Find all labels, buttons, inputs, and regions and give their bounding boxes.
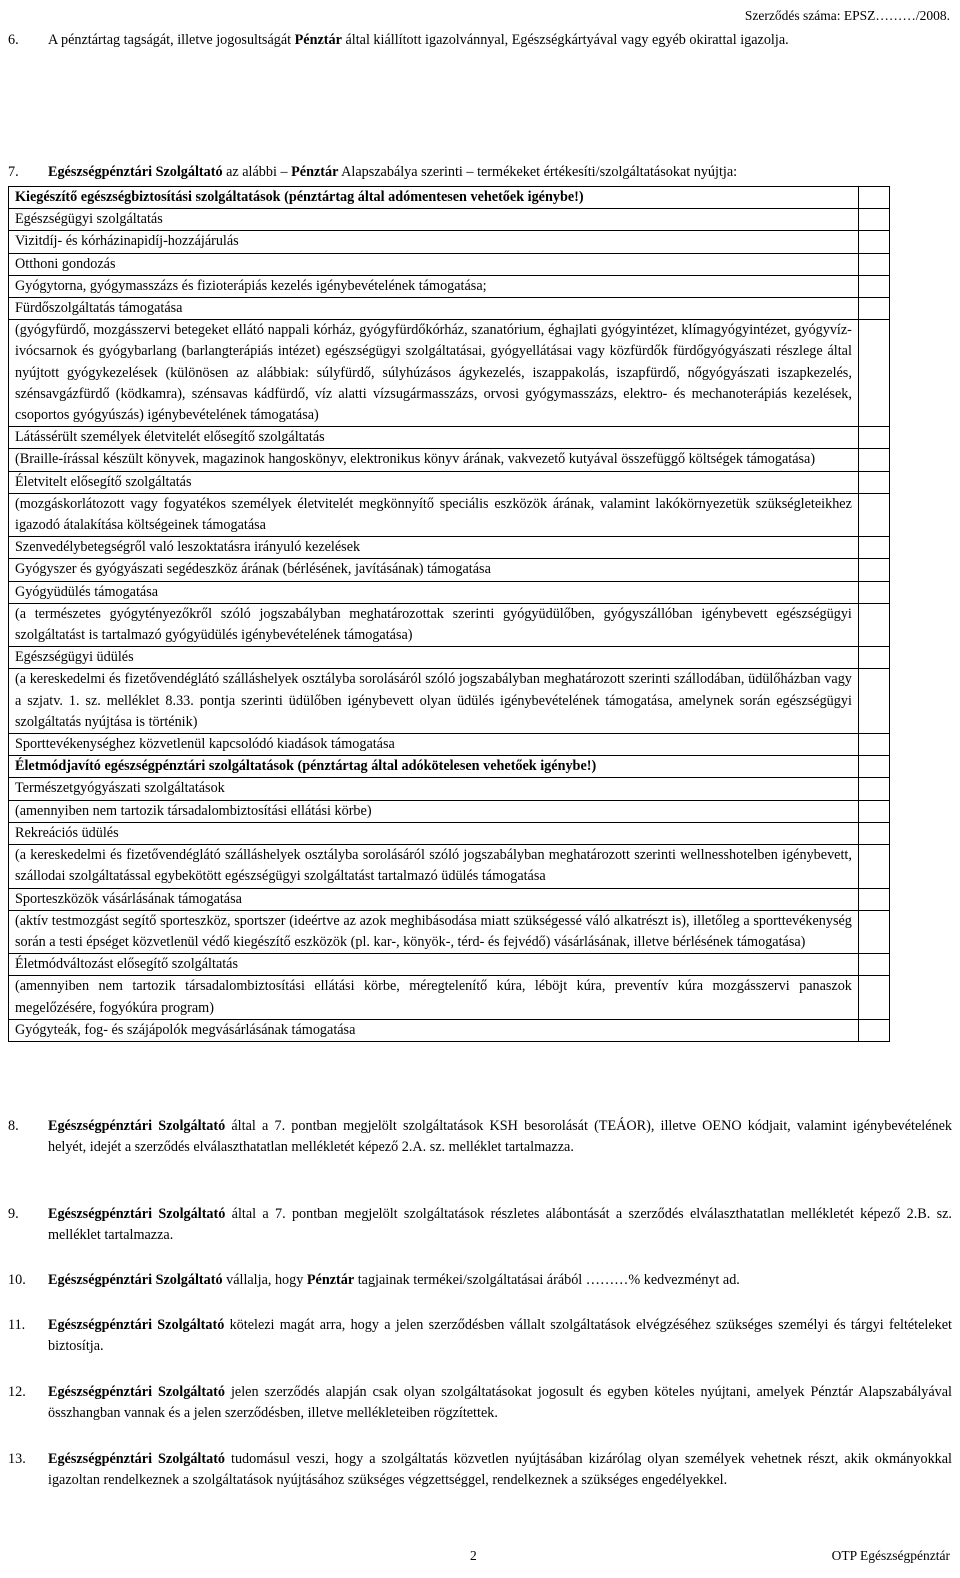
service-cell: Természetgyógyászati szolgáltatások [9,778,859,800]
service-cell: Fürdőszolgáltatás támogatása [9,298,859,320]
checkbox-cell [858,976,889,1019]
table-row [9,647,890,669]
service-cell: Gyógyteák, fog- és szájápolók megvásárlásának támogatása [9,1019,859,1041]
table-row [9,493,890,536]
checkbox-cell [858,734,889,756]
table-row [9,253,890,275]
table-row [9,1019,890,1041]
section-10 [8,1270,952,1291]
service-cell: Sporteszközök vásárlásának támogatása [9,888,859,910]
table-row [9,845,890,888]
checkbox-cell [858,778,889,800]
table-row [9,800,890,822]
checkbox-cell [858,822,889,844]
service-cell: Gyógyüdülés támogatása [9,581,859,603]
section-number: 10. [8,1272,26,1288]
checkbox-cell [858,581,889,603]
checkbox-cell [858,493,889,536]
section-text: Egészségpénztári Szolgáltató az alábbi – Pénztár Alapszabálya szerinti – termékeket értékesíti/szolgáltatásokat nyújtja: [48,164,738,180]
section-text: Egészségpénztári Szolgáltató jelen szerződés alapján csak olyan szolgáltatásokat jogosult és egyben köteles nyújtani, amelyek Pénztár Alapszabályával összhangban vannak és a jelen szerződésben, illetve mellékleteiben rögzítettek. [48,1384,952,1421]
section-number: 11. [8,1317,26,1333]
section-11 [8,1315,952,1357]
section-13 [8,1449,952,1491]
table-row [9,449,890,471]
table-row [9,471,890,493]
service-cell: Életvitelt elősegítő szolgáltatás [9,471,859,493]
table-row [9,209,890,231]
table-row [9,669,890,734]
checkbox-cell [858,603,889,646]
section-number: 13. [8,1451,26,1467]
checkbox-cell [858,910,889,953]
contract-number-header: Szerződés száma: EPSZ………/2008. [744,8,950,23]
table-row [9,910,890,953]
footer-brand: OTP Egészségpénztár [831,1548,950,1563]
service-cell: Életmódváltozást elősegítő szolgáltatás [9,954,859,976]
checkbox-cell [858,756,889,778]
checkbox-cell [858,320,889,427]
section-text: Egészségpénztári Szolgáltató kötelezi magát arra, hogy a jelen szerződésben vállalt szolgáltatások elvégzéséhez szükséges személyi és tárgyi feltételeket biztosítja. [48,1317,952,1354]
section-8 [8,1116,952,1158]
checkbox-cell [858,954,889,976]
service-cell: Életmódjavító egészségpénztári szolgáltatások (pénztártag által adókötelesen vehetőek igénybe!) [9,756,859,778]
table-row [9,427,890,449]
table-row [9,603,890,646]
service-cell: Vizitdíj- és kórházinapidíj-hozzájárulás [9,231,859,253]
services-table [8,186,890,1042]
table-row [9,187,890,209]
service-cell: Egészségügyi szolgáltatás [9,209,859,231]
service-cell: (a kereskedelmi és fizetővendéglátó szálláshelyek osztályba sorolásáról szóló jogszabályban meghatározott szerinti szállodában, üdülőházban vagy a szjatv. 1. sz. melléklet 8.33. pontja szerinti üdülőben igénybevett olyan üdülés igénybevételének támogatása, amelynek során egészségügyi szolgáltatás nyújtása is történik) [9,669,859,734]
table-row [9,976,890,1019]
table-row [9,954,890,976]
checkbox-cell [858,471,889,493]
table-row [9,888,890,910]
table-row [9,756,890,778]
service-cell: Sporttevékenységhez közvetlenül kapcsolódó kiadások támogatása [9,734,859,756]
table-row [9,537,890,559]
table-row [9,320,890,427]
table-row [9,559,890,581]
service-cell: Gyógytorna, gyógymasszázs és fizioterápiás kezelés igénybevételének támogatása; [9,275,859,297]
table-row [9,231,890,253]
service-cell: Egészségügyi üdülés [9,647,859,669]
section-number: 12. [8,1384,26,1400]
checkbox-cell [858,231,889,253]
service-cell: Gyógyszer és gyógyászati segédeszköz árának (bérlésének, javításának) támogatása [9,559,859,581]
section-number: 6. [8,32,19,48]
table-row [9,734,890,756]
service-cell: Otthoni gondozás [9,253,859,275]
section-9 [8,1204,952,1246]
table-row [9,778,890,800]
service-cell: (a kereskedelmi és fizetővendéglátó szálláshelyek osztályba sorolásáról szóló jogszabályban meghatározott szerinti wellnesshotelben igénybevett, szállodai szolgáltatással egybekötött egészségügyi szolgáltatást tartalmazó üdülés támogatása [9,845,859,888]
section-number: 8. [8,1118,19,1134]
checkbox-cell [858,888,889,910]
section-text: A pénztártag tagságát, illetve jogosultságát Pénztár által kiállított igazolvánnyal, Egészségkártyával vagy egyéb okirattal igazolja. [48,32,789,48]
table-row [9,275,890,297]
service-cell: Kiegészítő egészségbiztosítási szolgáltatások (pénztártag által adómentesen vehetőek igénybe!) [9,187,859,209]
page-number: 2 [470,1548,477,1563]
service-cell: (mozgáskorlátozott vagy fogyatékos személyek életvitelét megkönnyítő speciális eszközök árának, valamint lakókörnyezetük szükségleteikhez igazodó átalakítása költségeinek támogatása [9,493,859,536]
checkbox-cell [858,253,889,275]
checkbox-cell [858,209,889,231]
section-text: Egészségpénztári Szolgáltató vállalja, hogy Pénztár tagjainak termékei/szolgáltatásai árából ………% kedvezményt ad. [48,1272,740,1288]
section-6 [8,30,952,51]
checkbox-cell [858,559,889,581]
service-cell: (a természetes gyógytényezőkről szóló jogszabályban meghatározottak szerinti gyógyüdülőben, gyógyszállóban igénybevett egészségügyi szolgáltatást is tartalmazó gyógyüdülés igénybevételének támogatása) [9,603,859,646]
checkbox-cell [858,275,889,297]
checkbox-cell [858,187,889,209]
checkbox-cell [858,427,889,449]
service-cell: (gyógyfürdő, mozgásszervi betegeket ellátó nappali kórház, gyógyfürdőkórház, szanatórium, éghajlati gyógyintézet, klímagyógyintézet, gyógyvíz-ivócsarnok és gyógybarlang (barlangterápiás intézet) egészségügyi szolgáltatásai, gyógyellátásai vagy közfürdők fürdőgyógyászati részlege által nyújtott gyógykezelések (különösen az alábbiak: súlyfürdő, súlyhúzásos ágykezelés, iszappakolás, iszapfürdő, nőgyógyászati iszapkezelés, szénsavgázfürdő (ködkamra), szénsavas kádfürdő, víz alatti vízsugármasszázs, orvosi gyógymasszázs, elektro- és mechanoterápiás kezelések, csoportos gyógyúszás) igénybevételének támogatása) [9,320,859,427]
checkbox-cell [858,845,889,888]
service-cell: (aktív testmozgást segítő sporteszköz, sportszer (ideértve az azok meghibásodása miatt szükségessé váló alkatrészt is), illetőleg a sporttevékenység során a testi épséget közvetlenül védő kiegészítő eszközök (pl. kar-, könyök-, térd- és fejvédő) vásárlásának, illetve bérlésének támogatása) [9,910,859,953]
section-7 [8,162,952,183]
table-row [9,581,890,603]
checkbox-cell [858,1019,889,1041]
checkbox-cell [858,647,889,669]
section-number: 7. [8,164,19,180]
section-12 [8,1382,952,1424]
table-row [9,298,890,320]
service-cell: (amennyiben nem tartozik társadalombiztosítási ellátási körbe) [9,800,859,822]
section-text: Egészségpénztári Szolgáltató által a 7. pontban megjelölt szolgáltatások részletes alábontását a szerződés elválaszthatatlan mellékletét képező 2.B. sz. melléklet tartalmazza. [48,1206,952,1243]
service-cell: (amennyiben nem tartozik társadalombiztosítási ellátási körbe, méregtelenítő kúra, léböjt kúra, preventív kúra mozgásszervi panaszok megelőzésére, fogyókúra program) [9,976,859,1019]
checkbox-cell [858,537,889,559]
section-text: Egészségpénztári Szolgáltató által a 7. pontban megjelölt szolgáltatások KSH besorolását (TEÁOR), illetve OENO kódjait, valamint igénybevételének helyét, idejét a szerződés elválaszthatatlan mellékletét képező 2.A. sz. melléklet tartalmazza. [48,1118,952,1155]
service-cell: (Braille-írással készült könyvek, magazinok hangoskönyv, elektronikus könyv árának, vakvezető kutyával összefüggő költségek támogatása) [9,449,859,471]
table-row [9,822,890,844]
checkbox-cell [858,449,889,471]
service-cell: Szenvedélybetegségről való leszoktatásra irányuló kezelések [9,537,859,559]
service-cell: Rekreációs üdülés [9,822,859,844]
section-number: 9. [8,1206,19,1222]
section-text: Egészségpénztári Szolgáltató tudomásul veszi, hogy a szolgáltatás közvetlen nyújtásában kizárólag olyan személyek vehetnek részt, akik okmányokkal igazoltan rendelkeznek a szolgáltatások nyújtásához szükséges végzettséggel, rendelkeznek a szükséges engedélyekkel. [48,1451,952,1488]
checkbox-cell [858,669,889,734]
checkbox-cell [858,800,889,822]
checkbox-cell [858,298,889,320]
service-cell: Látássérült személyek életvitelét elősegítő szolgáltatás [9,427,859,449]
